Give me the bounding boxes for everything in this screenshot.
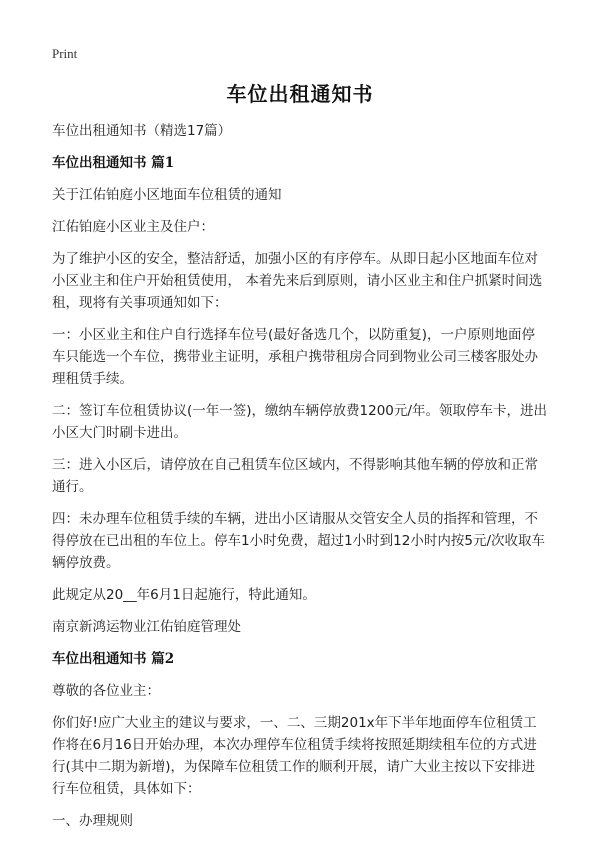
section-heading-2: 车位出租通知书 篇2	[52, 651, 175, 667]
paragraph: 关于江佑铂庭小区地面车位租赁的通知	[52, 187, 282, 203]
paragraph: 一、办理规则	[52, 813, 133, 829]
document-subtitle: 车位出租通知书（精选17篇）	[52, 123, 232, 139]
paragraph: 为了维护小区的安全，整洁舒适，加强小区的有序停车。从即日起小区地面车位对小区业主和住户开始租赁使用， 本着先来后到原则，请小区业主和住户抓紧时间选租，现将有关事项通知如下：	[52, 251, 543, 311]
section-heading-1: 车位出租通知书 篇1	[52, 155, 175, 171]
paragraph: 此规定从20__年6月1日起施行，特此通知。	[52, 587, 316, 603]
paragraph: 三：进入小区后，请停放在自己租赁车位区域内，不得影响其他车辆的停放和正常通行。	[52, 457, 538, 495]
document-body	[52, 120, 548, 842]
paragraph: 二：签订车位租赁协议(一年一签)，缴纳车辆停放费1200元/年。领取停车卡，进出小区大门时刷卡进出。	[52, 403, 547, 441]
paragraph: 尊敬的各位业主：	[52, 683, 160, 699]
signature-line: 南京新鸿运物业江佑铂庭管理处	[52, 619, 241, 635]
paragraph: 江佑铂庭小区业主及住户：	[52, 219, 214, 235]
paragraph: 一：小区业主和住户自行选择车位号(最好备选几个，以防重复)，一户原则地面停车只能选一个车位，携带业主证明，承租户携带租房合同到物业公司三楼客服处办理租赁手续。	[52, 327, 538, 387]
paragraph: 你们好!应广大业主的建议与要求，一、二、三期201x年下半年地面停车位租赁工作将在6月16日开始办理，本次办理停车位租赁手续将按照延期续租车位的方式进行(其中二期为新增)，为保障车位租赁工作的顺利开展，请广大业主按以下安排进行车位租赁，具体如下：	[52, 715, 537, 797]
page-title: 车位出租通知书	[226, 82, 374, 106]
paragraph: 四：未办理车位租赁手续的车辆，进出小区请服从交管安全人员的指挥和管理，不得停放在已出租的车位上。停车1小时免费，超过1小时到12小时内按5元/次收取车辆停放费。	[52, 511, 545, 571]
print-label: Print	[52, 46, 78, 61]
